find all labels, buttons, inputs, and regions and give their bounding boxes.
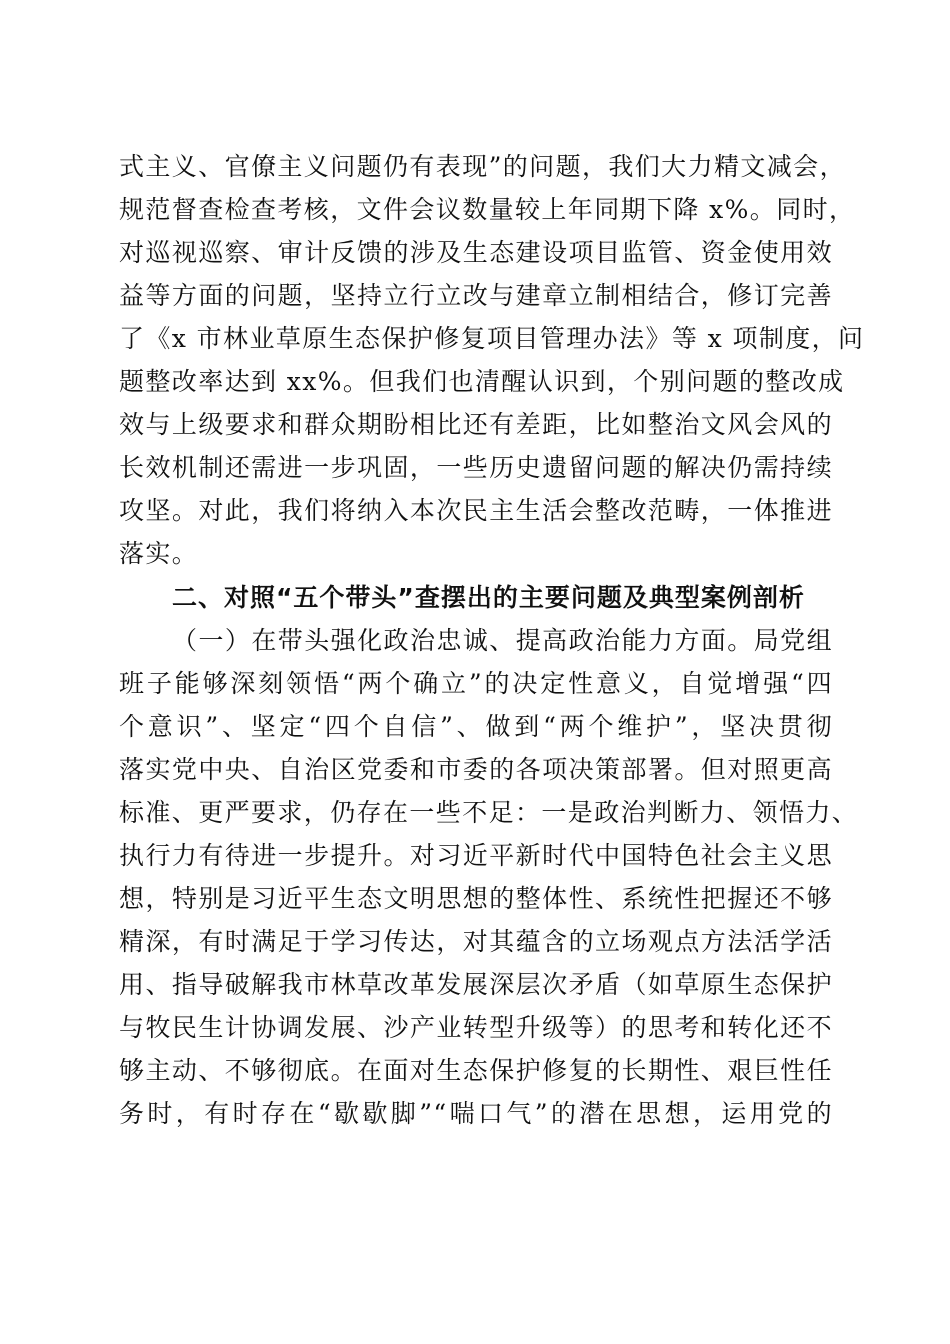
- text-line: 了《x 市林业草原生态保护修复项目管理办法》等 x 项制度，问: [119, 324, 865, 353]
- text-line: 式主义、官僚主义问题仍有表现”的问题，我们大力精文减会，: [119, 152, 846, 181]
- section-heading: 二、对照“五个带头”查摆出的主要问题及典型案例剖析: [172, 583, 805, 612]
- text-line: 规范督查检查考核，文件会议数量较上年同期下降 x%。同时，: [119, 195, 856, 224]
- text-line: 对巡视巡察、审计反馈的涉及生态建设项目监管、资金使用效: [119, 238, 833, 267]
- text-line: 落实。: [119, 539, 199, 568]
- text-line: 效与上级要求和群众期盼相比还有差距，比如整治文风会风的: [119, 410, 833, 439]
- text-line: 想，特别是习近平生态文明思想的整体性、系统性把握还不够: [119, 884, 833, 913]
- text-line: 题整改率达到 xx%。但我们也清醒认识到，个别问题的整改成: [119, 367, 845, 396]
- subsection-first-line: （一）在带头强化政治忠诚、提高政治能力方面。局党组: [172, 626, 833, 655]
- text-line: 个意识”、坚定“四个自信”、做到“两个维护”，坚决贯彻: [119, 712, 833, 741]
- text-line: 攻坚。对此，我们将纳入本次民主生活会整改范畴，一体推进: [119, 496, 833, 525]
- text-line: 益等方面的问题，坚持立行立改与建章立制相结合，修订完善: [119, 281, 833, 310]
- text-line: 执行力有待进一步提升。对习近平新时代中国特色社会主义思: [119, 841, 833, 870]
- text-line: 精深，有时满足于学习传达，对其蕴含的立场观点方法活学活: [119, 927, 833, 956]
- text-line: 用、指导破解我市林草改革发展深层次矛盾（如草原生态保护: [119, 970, 833, 999]
- text-line: 与牧民生计协调发展、沙产业转型升级等）的思考和转化还不: [119, 1013, 833, 1042]
- text-line: 够主动、不够彻底。在面对生态保护修复的长期性、艰巨性任: [119, 1056, 833, 1085]
- text-line: 标准、更严要求，仍存在一些不足：一是政治判断力、领悟力、: [119, 798, 859, 827]
- text-line: 长效机制还需进一步巩固，一些历史遗留问题的解决仍需持续: [119, 453, 833, 482]
- text-line: 落实党中央、自治区党委和市委的各项决策部署。但对照更高: [119, 755, 833, 784]
- text-line: 务时，有时存在“歇歇脚”“喘口气”的潜在思想，运用党的: [119, 1099, 833, 1128]
- text-line: 班子能够深刻领悟“两个确立”的决定性意义，自觉增强“四: [119, 669, 833, 698]
